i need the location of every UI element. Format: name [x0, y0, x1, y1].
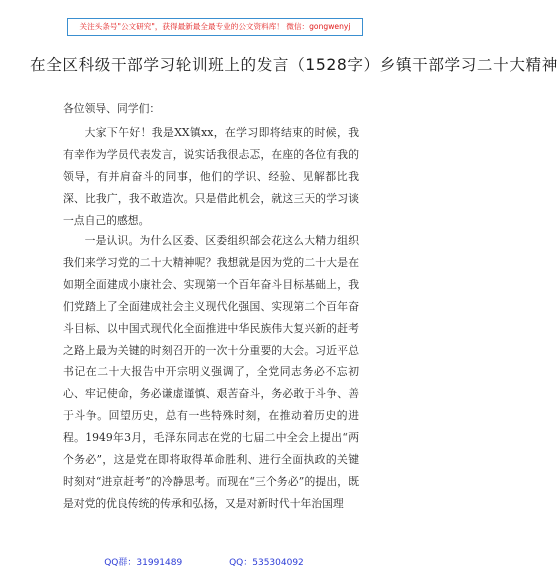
paragraph-intro: 大家下午好！我是XX镇xx，在学习即将结束的时候，我有幸作为学员代表发言，说实话我很忐忑，在座的各位有我的领导，有并肩奋斗的同事，他们的学识、经验、见解都比我深、比我广，我不敢造次。只是借此机会，就这三天的学习谈一点自己的感想。 — [63, 126, 359, 227]
footer-qq-group: QQ群：31991489 — [104, 558, 183, 568]
salutation: 各位领导、同学们： — [63, 102, 161, 115]
promo-banner: 关注头条号"公文研究"，获得最新最全最专业的公文资料库！ 微信：gongwenyj — [67, 18, 363, 36]
document-title: 在全区科级干部学习轮训班上的发言（1528字）乡镇干部学习二十大精神 — [30, 56, 558, 74]
footer-contacts — [0, 555, 408, 571]
paragraph-understanding: 一是认识。为什么区委、区委组织部会花这么大精力组织我们来学习党的二十大精神呢？我想就是因为党的二十大是在如期全面建成小康社会、实现第一个百年奋斗目标基础上，我们党踏上了全面建成社会主义现代化强国、实现第二个百年奋斗目标、以中国式现代化全面推进中华民族伟大复兴新的赶考之路上最为关键的时刻召开的一次十分重要的大会。习近平总书记在二十大报告中开宗明义强调了，全党同志务必不忘初心、牢记使命，务必谦虚谨慎、艰苦奋斗，务必敢于斗争、善于斗争。回望历史，总有一些特殊时刻，在推动着历史的进程。1949年3月，毛泽东同志在党的七届二中全会上提出“两个务必”，这是党在即将取得革命胜利、进行全面执政的关键时刻对“进京赶考”的冷静思考。而现在“三个务必”的提出，既是对党的优良传统的传承和弘扬，又是对新时代十年治国理 — [63, 234, 359, 510]
footer-qq: QQ：535304092 — [229, 558, 304, 568]
